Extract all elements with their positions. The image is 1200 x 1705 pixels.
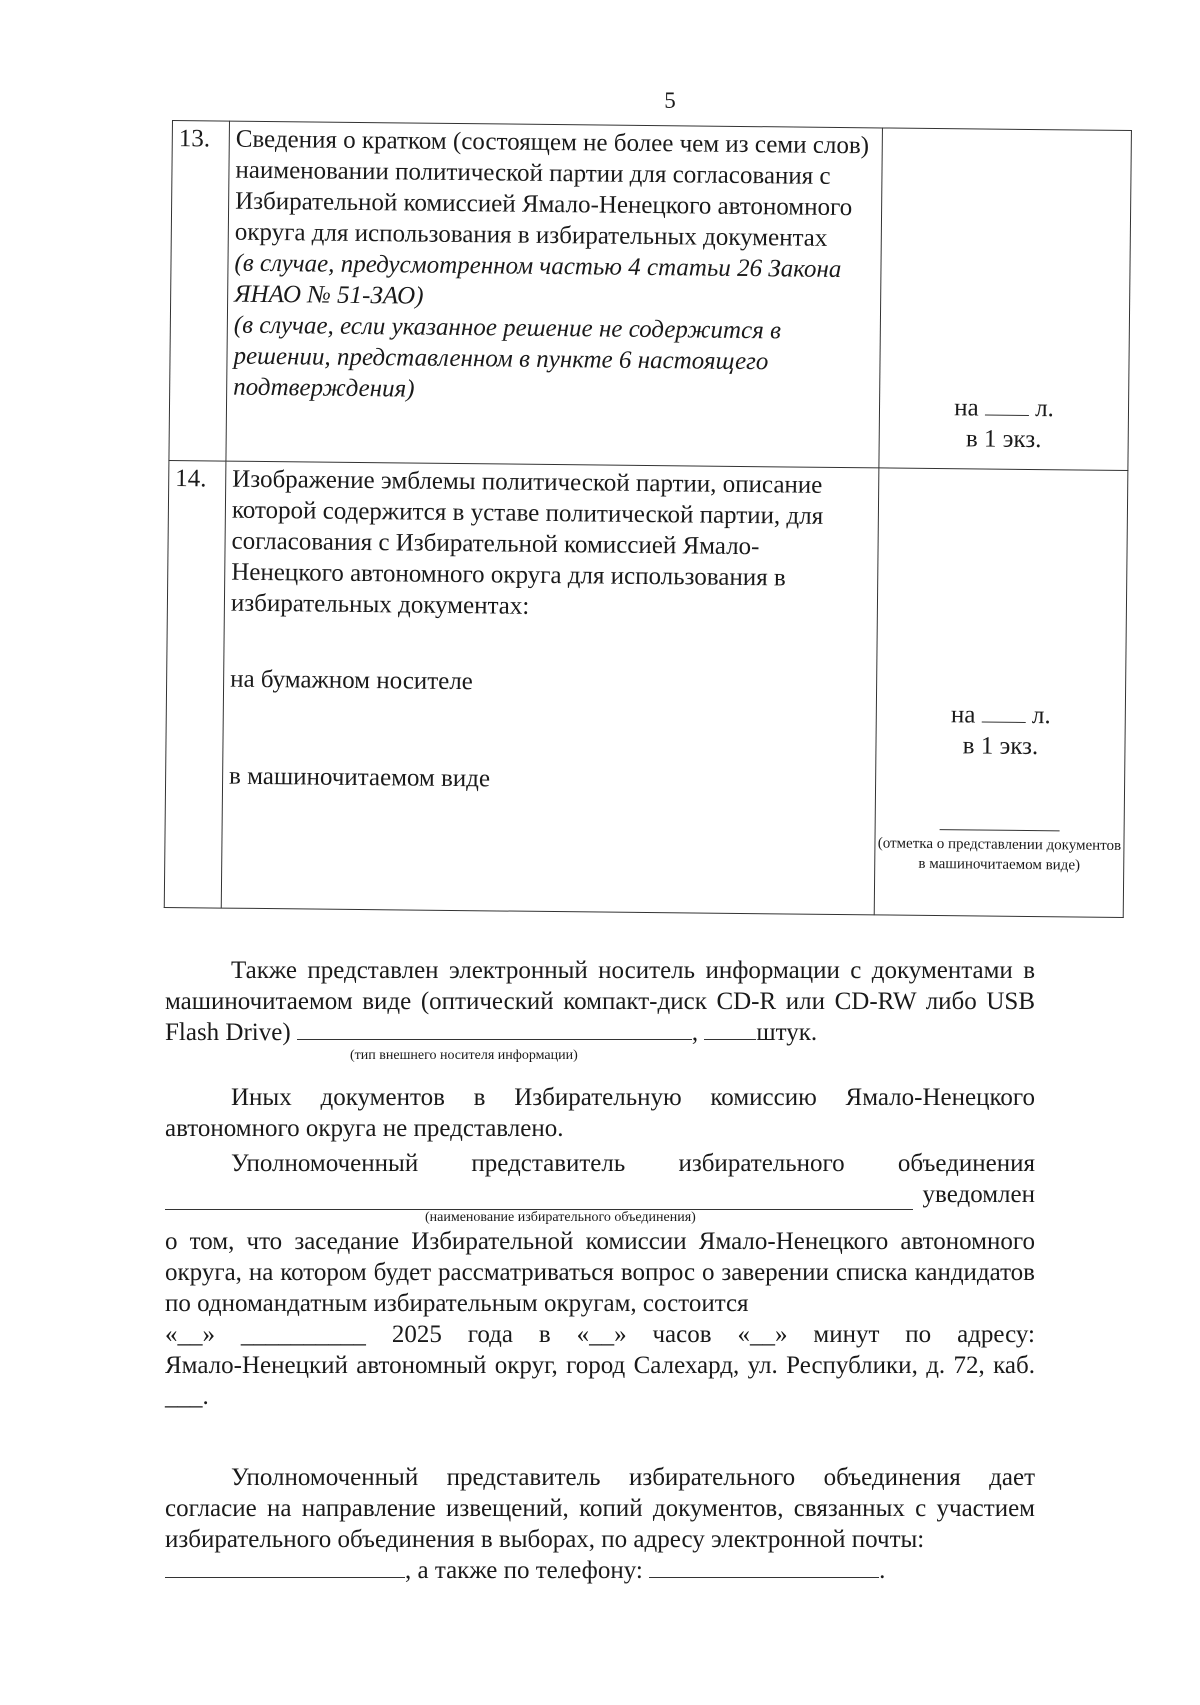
- row-number: 14.: [164, 460, 226, 908]
- media-units: штук.: [756, 1019, 818, 1046]
- no-other-paragraph: [165, 1082, 1035, 1144]
- row-text: Изображение эмблемы политической партии, описание которой содержится в уставе политической партии, для согласования с Избирательной комиссией Ямало-Ненецкого автономного округа для использования в избирательных документах:: [230, 465, 824, 620]
- consent-paragraph: Уполномоченный представитель избирательного объединения дает согласие на направление извещений, копий документов, связанных с участием избирательного объединения в выборах, по адресу электронной почты: , а также по телефону: .: [165, 1464, 1035, 1584]
- mark-copies: в 1 экз.: [965, 425, 1042, 454]
- mark-copies: в 1 экз.: [962, 732, 1039, 761]
- table-row: [169, 121, 1132, 471]
- email-blank: [165, 1557, 405, 1578]
- rep-intro: Уполномоченный представитель избирательного объединения: [231, 1150, 1035, 1177]
- signature-line: [940, 829, 1060, 831]
- row-description: [221, 461, 879, 915]
- representative-paragraph: [165, 1148, 1035, 1412]
- pages-blank: [985, 395, 1029, 416]
- page-number: 5: [664, 88, 676, 113]
- row-note: (в случае, если указанное решение не содержится в решении, представленном в пункте 6 настоящего подтверждения): [233, 311, 782, 403]
- pages-blank: [982, 702, 1026, 723]
- consent-text: Уполномоченный представитель избирательного объединения дает согласие на направление извещений, копий документов, связанных с участием избирательного объединения в выборах, по адресу электронной почты:: [165, 1464, 1035, 1553]
- media-count-blank: [704, 1019, 756, 1040]
- mark-suffix: л.: [1031, 702, 1051, 730]
- no-other-text: Иных документов в Избирательную комиссию Ямало-Ненецкого автономного округа не представлено.: [165, 1084, 1035, 1142]
- row-note: (в случае, предусмотренном частью 4 статьи 26 Закона ЯНАО № 51-ЗАО): [234, 249, 842, 310]
- meeting-text: о том, что заседание Избирательной комиссии Ямало-Ненецкого автономного округа, на котором будет рассматриваться вопрос о заверении списка кандидатов по одномандатным избирательным округам, состоится: [165, 1228, 1035, 1317]
- rep-caption: (наименование избирательного объединения): [425, 1210, 696, 1225]
- meeting-date: «__» __________ 2025 года в «__» часов «__» минут по адресу:: [165, 1321, 1035, 1348]
- consent-phone: , а также по телефону:: [405, 1557, 643, 1584]
- meeting-address: Ямало-Ненецкий автономный округ, город Салехард, ул. Республики, д. 72, каб. ___.: [165, 1352, 1035, 1410]
- media-type-blank: [297, 1019, 692, 1040]
- mark-prefix: на: [954, 394, 979, 422]
- documents-table: [164, 120, 1132, 918]
- mark-note: (отметка о представлении документов в машиночитаемом виде): [877, 835, 1122, 874]
- paper-option: на бумажном носителе: [230, 665, 474, 696]
- table-row: [164, 460, 1128, 917]
- mark-prefix: на: [950, 701, 976, 729]
- row-mark: [874, 468, 1128, 918]
- row-description: [226, 121, 883, 468]
- media-paragraph: Также представлен электронный носитель информации с документами в машиночитаемом виде (оптический компакт-диск CD-R или CD-RW либо USB Flash Drive) , штук. (тип внешнего носителя информации): [165, 957, 1035, 1063]
- machine-option: в машиночитаемом виде: [228, 762, 491, 793]
- phone-blank: [649, 1557, 879, 1578]
- mark-suffix: л.: [1035, 395, 1055, 423]
- association-name-blank: [165, 1189, 913, 1210]
- row-number: 13.: [169, 121, 230, 462]
- rep-notified: уведомлен: [922, 1181, 1035, 1208]
- row-mark: [879, 128, 1132, 471]
- row-text: Сведения о кратком (состоящем не более чем из семи слов) наименовании политической партии для согласования с Избирательной комиссией Ямало-Ненецкого автономного округа для использования в избирательных документах: [234, 125, 870, 252]
- media-caption: (тип внешнего носителя информации): [350, 1048, 578, 1063]
- media-intro: Также представлен электронный носитель информации с документами в машиночитаемом виде (оптический компакт-диск CD-R или CD-RW либо USB Flash Drive): [165, 957, 1035, 1046]
